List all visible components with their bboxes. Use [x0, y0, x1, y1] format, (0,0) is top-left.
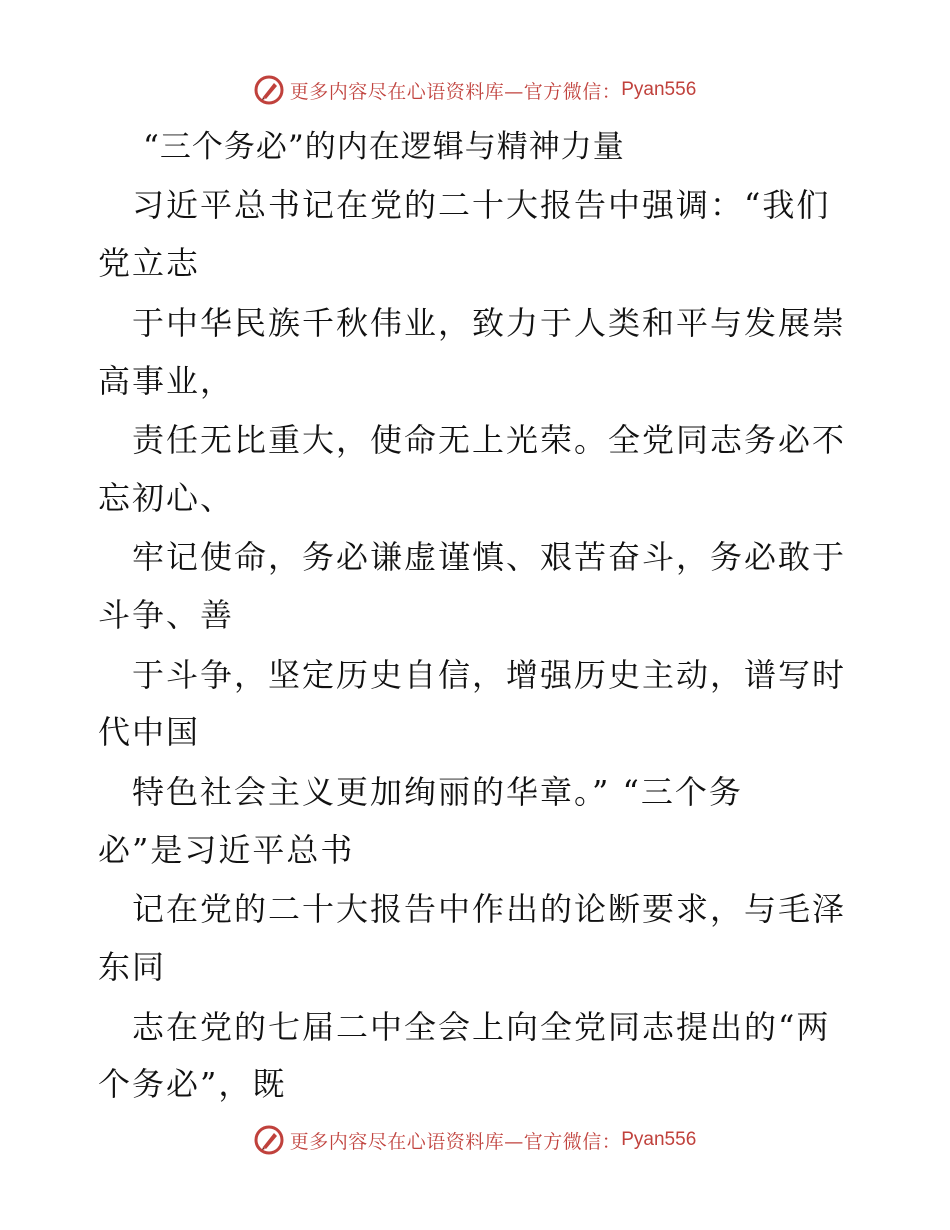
- text-line: 记在党的二十大报告中作出的论断要求，与毛泽: [98, 890, 847, 928]
- header-banner-text: 更多内容尽在心语资料库—官方微信：: [289, 80, 622, 103]
- footer-banner-text: 更多内容尽在心语资料库—官方微信：: [289, 1130, 622, 1153]
- footer-banner-wechat: Pyan556: [621, 1129, 697, 1150]
- text-line: 忘初心、: [98, 479, 235, 517]
- pen-logo-icon: [254, 1125, 284, 1155]
- text-line: 必”是习近平总书: [98, 831, 355, 869]
- text-line: 于斗争，坚定历史自信，增强历史主动，谱写时: [98, 656, 847, 694]
- text-line: 东同: [98, 948, 167, 986]
- text-line: 个务必”，既: [98, 1065, 287, 1103]
- text-line: 高事业，: [98, 362, 235, 400]
- document-title: “三个务必”的内在逻辑与精神力量: [143, 129, 625, 165]
- text-line: 于中华民族千秋伟业，致力于人类和平与发展崇: [98, 304, 847, 342]
- text-line: 习近平总书记在党的二十大报告中强调：“我们: [98, 186, 831, 224]
- pen-logo-icon: [254, 75, 284, 105]
- text-line: 牢记使命，务必谦虚谨慎、艰苦奋斗，务必敢于: [98, 538, 847, 576]
- header-banner: [0, 70, 950, 110]
- text-line: 代中国: [98, 713, 201, 751]
- text-line: 志在党的七届二中全会上向全党同志提出的“两: [98, 1008, 831, 1046]
- text-line: 斗争、善: [98, 596, 235, 634]
- text-line: 特色社会主义更加绚丽的华章。” “三个务: [98, 773, 743, 811]
- text-line: 党立志: [98, 244, 201, 282]
- footer-banner: [0, 1120, 950, 1160]
- header-banner-wechat: Pyan556: [621, 79, 697, 100]
- text-line: 责任无比重大，使命无上光荣。全党同志务必不: [98, 421, 847, 459]
